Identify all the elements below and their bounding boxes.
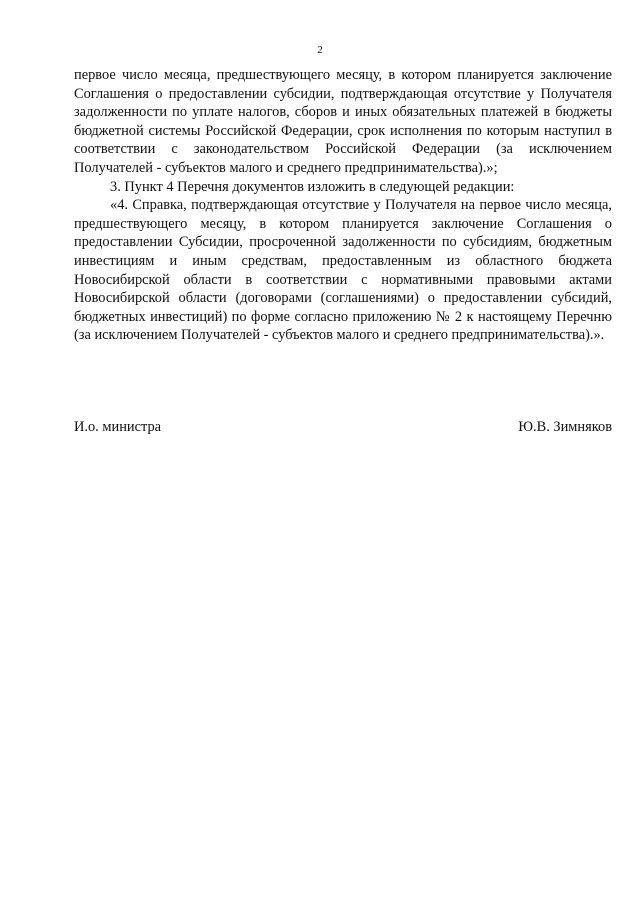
paragraph-item-3: 3. Пункт 4 Перечня документов изложить в следующей редакции:: [110, 178, 515, 195]
signatory-title: И.о. министра: [74, 419, 162, 435]
page-number: 2: [317, 44, 323, 56]
signatory-name: Ю.В. Зимняков: [518, 419, 612, 435]
paragraph-continuation: первое число месяца, предшествующего месяцу, в котором планируется заключение Соглашения о предоставлении субсидии, подтверждающая отсутствие у Получателя задолженности по уплате налогов, сборов и иных обязательных платежей в бюджеты бюджетной системы Российской Федерации, срок исполнения по которым наступил в соответствии с законодательством Российской Федерации (за исключением Получателей - субъектов малого и среднего предпринимательства).»;: [74, 67, 612, 176]
paragraph-item-4-text: «4. Справка, подтверждающая отсутствие у Получателя на первое число месяца, предшествующего месяцу, в котором планируется заключение Соглашения о предоставлении Субсидии, просроченной задолженности по субсидиям, бюджетным инвестициям и иным средствам, предоставленным из областного бюджета Новосибирской области в соответствии с нормативными правовыми актами Новосибирской области (договорами (соглашениями) о предоставлении субсидий, бюджетных инвестиций) по форме согласно приложению № 2 к настоящему Перечню (за исключением Получателей - субъектов малого и среднего предпринимательства).».: [74, 197, 612, 344]
document-body: [74, 66, 612, 345]
